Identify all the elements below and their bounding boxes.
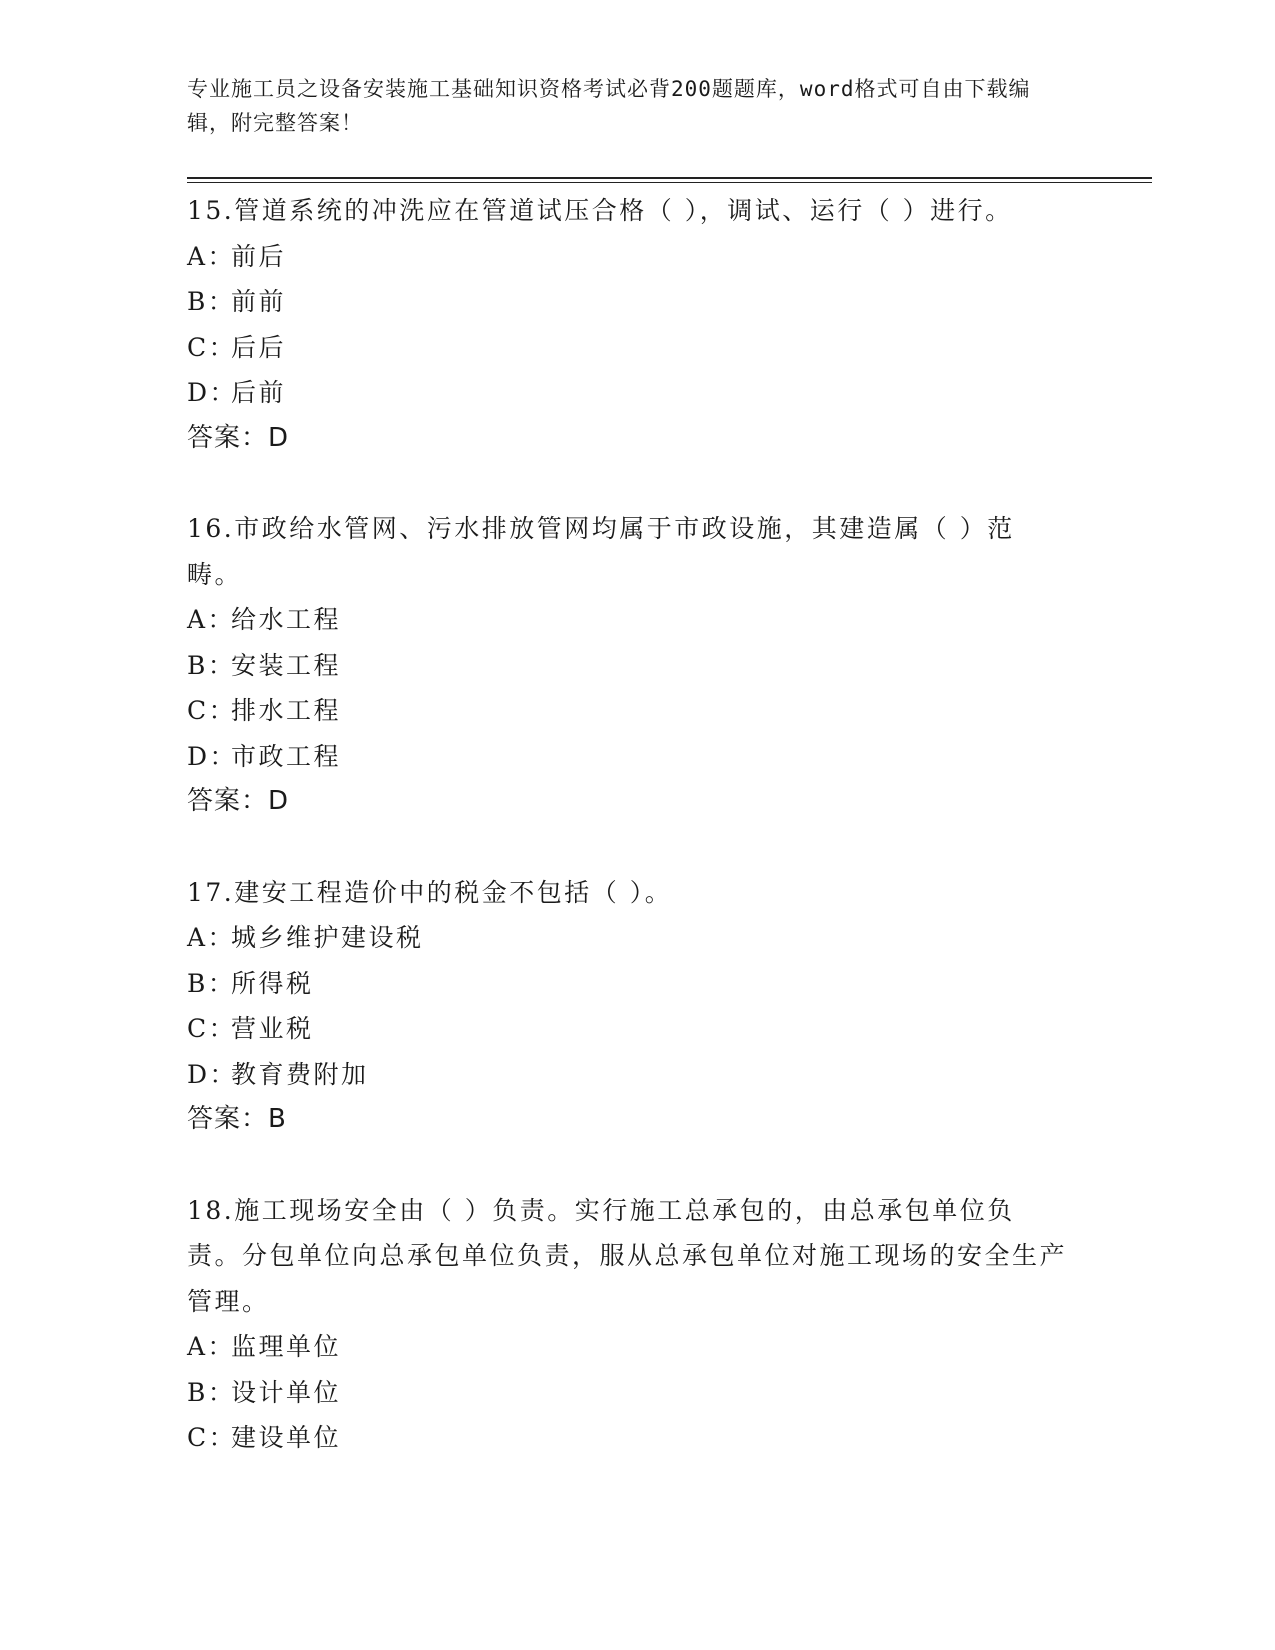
option-d (187, 370, 1067, 416)
option-text: 后后 (231, 332, 287, 362)
option-text: 排水工程 (231, 696, 342, 725)
option-label: D： (187, 378, 238, 407)
option-a (187, 915, 1067, 961)
option-text: 安装工程 (231, 650, 342, 680)
option-b (187, 279, 1067, 325)
question-stem: 17.建安工程造价中的税金不包括（ ）。 (187, 877, 673, 907)
option-label: A： (187, 1332, 236, 1361)
option-label: B： (187, 650, 236, 680)
question-16 (187, 506, 1067, 825)
option-b (187, 961, 1067, 1007)
option-c (187, 1006, 1067, 1052)
option-d (187, 734, 1067, 780)
question-stem: 18.施工现场安全由（ ）负责。实行施工总承包的，由总承包单位负责。分包单位向总承包单位负责，服从总承包单位对施工现场的安全生产管理。 (187, 1195, 1068, 1316)
question-stem: 16.市政给水管网、污水排放管网均属于市政设施，其建造属（ ）范畴。 (187, 514, 1015, 589)
option-label: B： (187, 287, 236, 316)
question-18 (187, 1188, 1067, 1461)
option-text: 前前 (231, 287, 287, 316)
question-list (187, 188, 1067, 1461)
answer-line: 答案：B (187, 1104, 287, 1134)
answer-line: 答案：D (187, 786, 290, 816)
option-text: 市政工程 (231, 741, 342, 771)
option-text: 所得税 (231, 968, 314, 998)
option-text: 教育费附加 (231, 1059, 369, 1089)
option-text: 监理单位 (231, 1332, 342, 1361)
question-15 (187, 188, 1067, 461)
option-text: 后前 (231, 378, 287, 407)
option-c (187, 1415, 1067, 1461)
option-a (187, 1324, 1067, 1370)
option-c (187, 688, 1067, 734)
header-title: 专业施工员之设备安装施工基础知识资格考试必背200题题库，word格式可自由下载编辑，附完整答案！ (187, 77, 1031, 135)
option-b (187, 643, 1067, 689)
page-header (187, 72, 1067, 140)
option-text: 设计单位 (231, 1377, 342, 1407)
option-label: C： (187, 696, 237, 725)
option-label: C： (187, 1014, 237, 1043)
header-divider-thick (187, 177, 1152, 179)
option-text: 前后 (231, 241, 287, 271)
option-label: C： (187, 1423, 237, 1452)
option-label: B： (187, 968, 236, 998)
option-label: B： (187, 1377, 236, 1407)
option-label: C： (187, 332, 237, 362)
option-text: 营业税 (231, 1014, 314, 1043)
answer-line: 答案：D (187, 422, 290, 453)
option-label: D： (187, 1059, 238, 1089)
option-c (187, 325, 1067, 371)
option-text: 建设单位 (231, 1423, 342, 1452)
option-label: A： (187, 605, 236, 634)
option-text: 城乡维护建设税 (231, 923, 424, 952)
option-label: A： (187, 923, 236, 952)
question-17 (187, 870, 1067, 1143)
question-stem: 15.管道系统的冲洗应在管道试压合格（ ），调试、运行（ ）进行。 (187, 196, 1013, 225)
option-label: D： (187, 741, 238, 771)
option-d (187, 1052, 1067, 1098)
option-b (187, 1370, 1067, 1416)
option-a (187, 234, 1067, 280)
option-a (187, 597, 1067, 643)
header-divider-thin (187, 182, 1152, 183)
option-label: A： (187, 241, 236, 271)
option-text: 给水工程 (231, 605, 342, 634)
